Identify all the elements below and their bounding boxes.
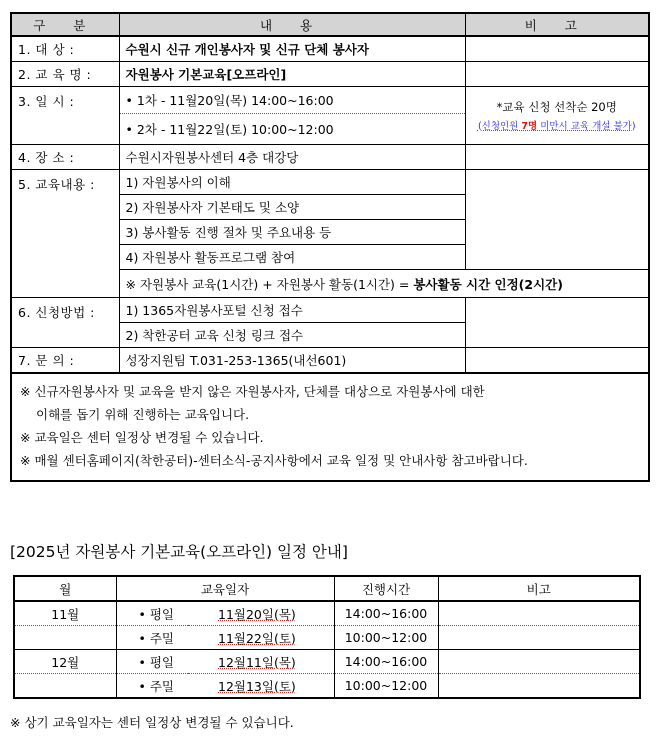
row-label-place: 4. 장 소 : [11,145,119,170]
row-label-contents: 5. 교육내용 : [11,170,119,298]
table-row [14,601,640,626]
month-cell: 12월 [14,650,116,674]
table-row [14,626,640,650]
date-cell: 11월22일(토) [188,626,334,650]
note-3: ※ 매월 센터홈페이지(착한공터)-센터소식-공지사항에서 교육 일정 및 안내사항 참고바랍니다. [20,453,528,468]
date-cell: 11월20일(목) [188,601,334,626]
schedule-footnote: ※ 상기 교육일자는 센터 일정상 변경될 수 있습니다. [10,715,294,730]
contents-item-4: 4) 자원봉사 활동프로그램 참여 [119,245,465,270]
course-value: 자원봉사 기본교육[오프라인] [119,62,465,87]
contents-item-1: 1) 자원봉사의 이해 [119,170,465,195]
day-type: • 주밀 [116,626,188,650]
table-row [11,298,649,323]
row-label-contact: 7. 문 의 : [11,348,119,374]
target-value: 수원시 신규 개인봉사자 및 신규 단체 봉사자 [119,36,465,62]
header-content: 내 용 [119,13,465,36]
contents-note: ※ 자원봉사 교육(1시간) + 자원봉사 활동(1시간) = 봉사활동 시간 인정(2시간) [119,270,649,298]
note-2: ※ 교육일은 센터 일정상 변경될 수 있습니다. [20,430,264,445]
table-row [11,62,649,87]
day-type: • 주밀 [138,678,174,694]
table-row [11,348,649,374]
note-1-cont: 이해를 돕기 위해 진행하는 교육입니다. [36,407,250,422]
schedule-title: [2025년 자원봉사 기본교육(오프라인) 일정 안내] [10,543,348,561]
table-row [11,145,649,170]
month-cell [14,626,116,650]
session-1: • 1차 - 11월20일(목) 14:00~16:00 [119,87,465,114]
header-date: 교육일자 [116,576,334,601]
schedule-header-row [14,576,640,601]
date-cell: 12월11일(목) [188,650,334,674]
apply-item-1: 1) 1365자원봉사포털 신청 접수 [119,298,465,323]
header-remarks: 비 고 [465,13,649,36]
contact-value: 성장지원팀 T.031-253-1365(내선601) [119,348,465,374]
contents-item-2: 2) 자원봉사자 기본태도 및 소양 [119,195,465,220]
schedule-table [13,575,641,699]
table-row [14,674,640,699]
table-row [11,87,649,114]
month-cell: 11월 [14,601,116,626]
table-row [11,36,649,62]
remark-line2: (신청인원 7명 미만시 교육 개설 불가) [477,121,636,132]
month-cell [14,674,116,699]
time-cell: 10:00~12:00 [334,626,438,650]
remark-line1: *교육 신청 선착순 20명 [496,100,617,114]
time-cell: 10:00~12:00 [334,674,438,699]
row-label-target: 1. 대 상 : [11,36,119,62]
place-value: 수원시자원봉사센터 4층 대강당 [119,145,465,170]
table-row [11,373,649,481]
time-cell: 14:00~16:00 [334,650,438,674]
day-type: • 평일 [116,650,188,674]
apply-item-2: 2) 착한공터 교육 신청 링크 접수 [119,323,465,348]
header-remarks: 비고 [438,576,640,601]
table-header-row [11,13,649,36]
header-time: 진행시간 [334,576,438,601]
row-label-course: 2. 교 육 명 : [11,62,119,87]
row-label-apply: 6. 신청방법 : [11,298,119,348]
note-1: ※ 신규자원봉사자 및 교육을 받지 않은 자원봉사자, 단체를 대상으로 자원봉사에 대한 [20,384,485,399]
header-category: 구 분 [11,13,119,36]
remark-cell [465,87,649,145]
day-type: • 평일 [116,601,188,626]
table-row [11,170,649,195]
contents-item-3: 3) 봉사활동 진행 절차 및 주요내용 등 [119,220,465,245]
notes-cell [11,373,649,481]
date-cell: 12월13일(토) [188,674,334,699]
time-cell: 14:00~16:00 [334,601,438,626]
row-label-dates: 3. 일 시 : [11,87,119,145]
education-info-table [10,12,650,482]
header-month: 월 [14,576,116,601]
session-2: • 2차 - 11월22일(토) 10:00~12:00 [119,114,465,145]
table-row [14,650,640,674]
